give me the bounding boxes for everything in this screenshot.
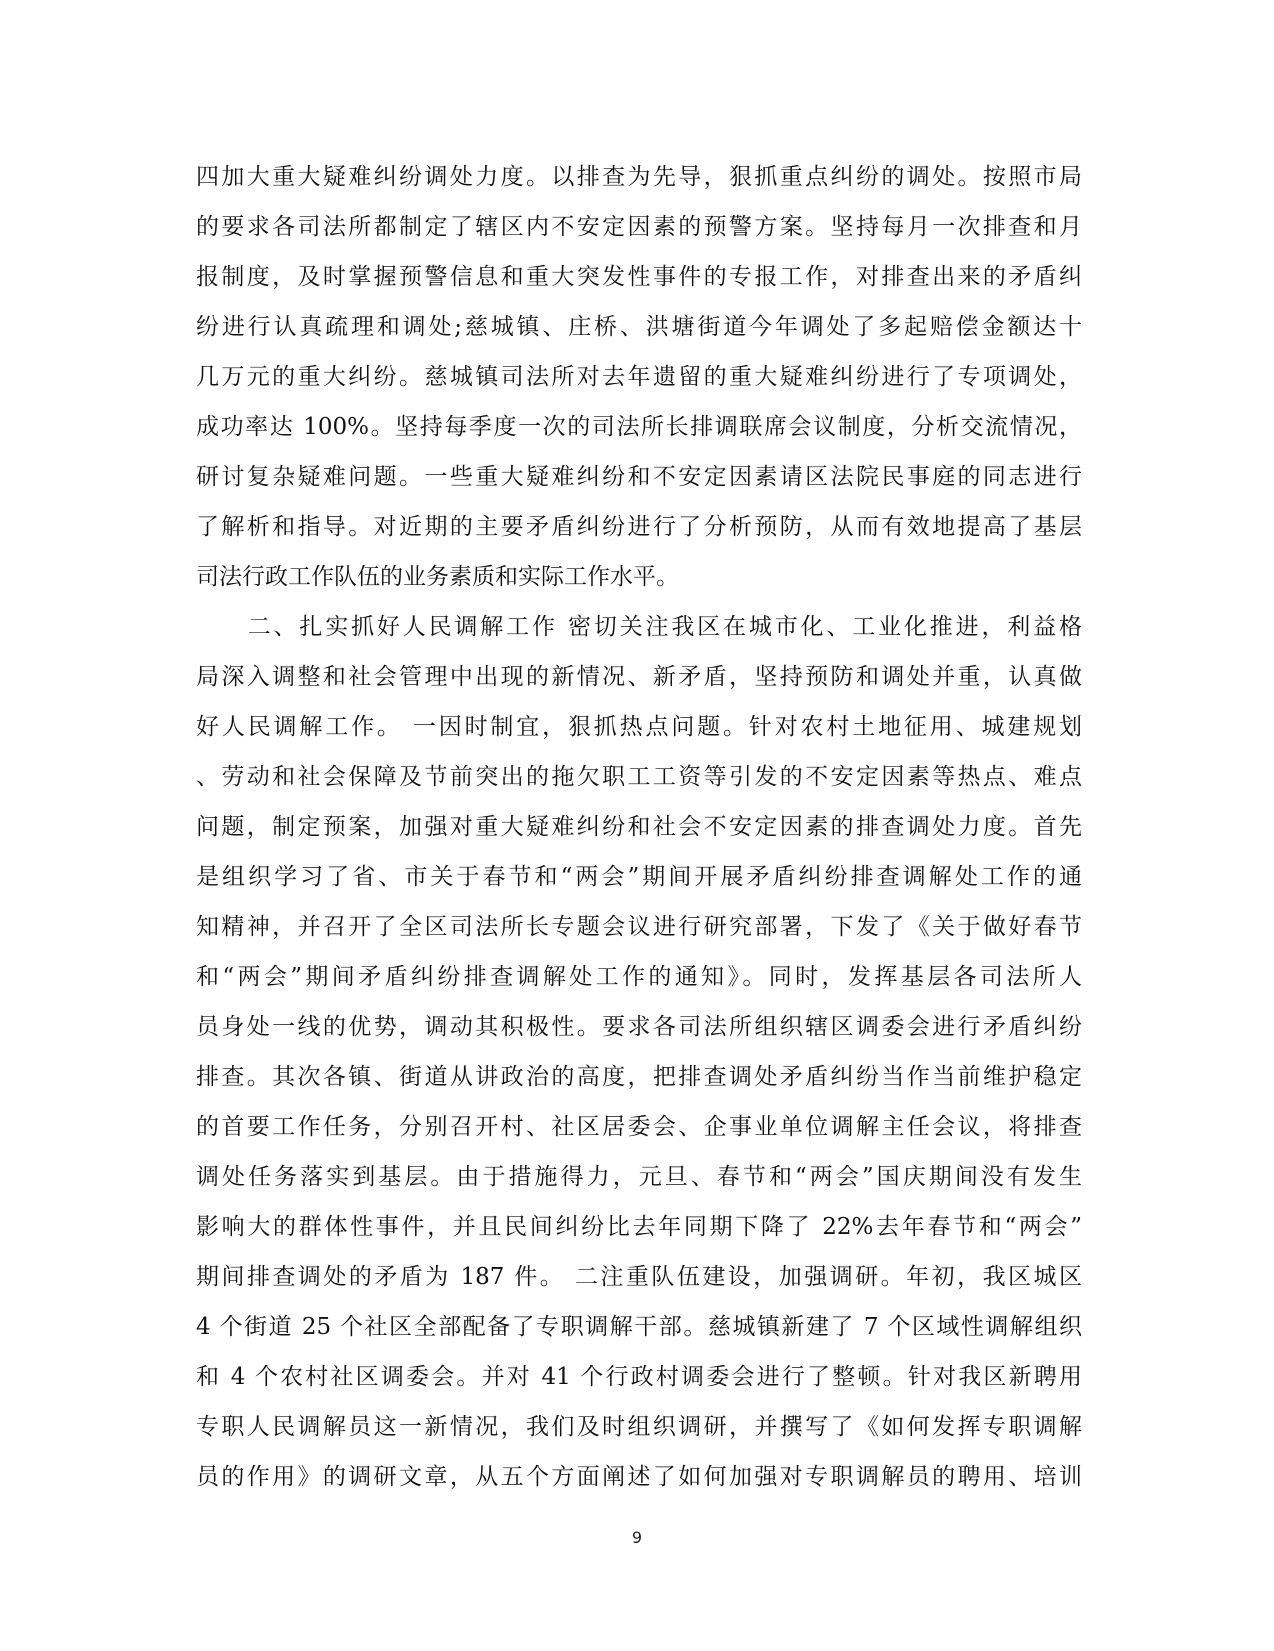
- text-line: 、劳动和社会保障及节前突出的拖欠职工工资等引发的不安定因素等热点、难点: [196, 764, 1082, 790]
- text-line: 成功率达 100%。坚持每季度一次的司法所长排调联席会议制度，分析交流情况，: [196, 414, 1082, 440]
- text-line: 司法行政工作队伍的业务素质和实际工作水平。: [196, 564, 679, 590]
- text-line: 几万元的重大纠纷。慈城镇司法所对去年遗留的重大疑难纠纷进行了专项调处，: [196, 364, 1082, 390]
- text-line: 调处任务落实到基层。由于措施得力，元旦、春节和“两会”国庆期间没有发生: [196, 1164, 1082, 1190]
- body-text: [196, 152, 1082, 1502]
- text-line: 和 4 个农村社区调委会。并对 41 个行政村调委会进行了整顿。针对我区新聘用: [196, 1364, 1082, 1390]
- text-line: 研讨复杂疑难问题。一些重大疑难纠纷和不安定因素请区法院民事庭的同志进行: [196, 464, 1082, 490]
- page-number: 9: [631, 1528, 643, 1547]
- text-line: 了解析和指导。对近期的主要矛盾纠纷进行了分析预防，从而有效地提高了基层: [196, 514, 1082, 540]
- text-line: 是组织学习了省、市关于春节和“两会”期间开展矛盾纠纷排查调解处工作的通: [196, 864, 1082, 890]
- text-line: 二、扎实抓好人民调解工作 密切关注我区在城市化、工业化推进，利益格: [196, 614, 1082, 640]
- text-line: 和“两会”期间矛盾纠纷排查调解处工作的通知》。同时，发挥基层各司法所人: [196, 964, 1082, 990]
- text-line: 四加大重大疑难纠纷调处力度。以排查为先导，狠抓重点纠纷的调处。按照市局: [196, 164, 1082, 190]
- text-line: 期间排查调处的矛盾为 187 件。 二注重队伍建设，加强调研。年初，我区城区: [196, 1264, 1082, 1290]
- text-line: 专职人民调解员这一新情况，我们及时组织调研，并撰写了《如何发挥专职调解: [196, 1414, 1082, 1440]
- text-line: 员的作用》的调研文章，从五个方面阐述了如何加强对专职调解员的聘用、培训: [196, 1464, 1082, 1490]
- text-line: 4 个街道 25 个社区全部配备了专职调解干部。慈城镇新建了 7 个区域性调解组织: [196, 1314, 1082, 1340]
- text-line: 好人民调解工作。 一因时制宜，狠抓热点问题。针对农村土地征用、城建规划: [196, 714, 1082, 740]
- text-line: 员身处一线的优势，调动其积极性。要求各司法所组织辖区调委会进行矛盾纠纷: [196, 1014, 1082, 1040]
- text-line: 的首要工作任务，分别召开村、社区居委会、企事业单位调解主任会议，将排查: [196, 1114, 1082, 1140]
- text-line: 排查。其次各镇、街道从讲政治的高度，把排查调处矛盾纠纷当作当前维护稳定: [196, 1064, 1082, 1090]
- text-line: 纷进行认真疏理和调处;慈城镇、庄桥、洪塘街道今年调处了多起赔偿金额达十: [196, 314, 1082, 340]
- text-line: 局深入调整和社会管理中出现的新情况、新矛盾，坚持预防和调处并重，认真做: [196, 664, 1082, 690]
- text-line: 知精神，并召开了全区司法所长专题会议进行研究部署，下发了《关于做好春节: [196, 914, 1082, 940]
- text-line: 问题，制定预案，加强对重大疑难纠纷和社会不安定因素的排查调处力度。首先: [196, 814, 1082, 840]
- text-line: 的要求各司法所都制定了辖区内不安定因素的预警方案。坚持每月一次排查和月: [196, 214, 1082, 240]
- text-line: 影响大的群体性事件，并且民间纠纷比去年同期下降了 22%去年春节和“两会”: [196, 1214, 1082, 1240]
- text-line: 报制度，及时掌握预警信息和重大突发性事件的专报工作，对排查出来的矛盾纠: [196, 264, 1082, 290]
